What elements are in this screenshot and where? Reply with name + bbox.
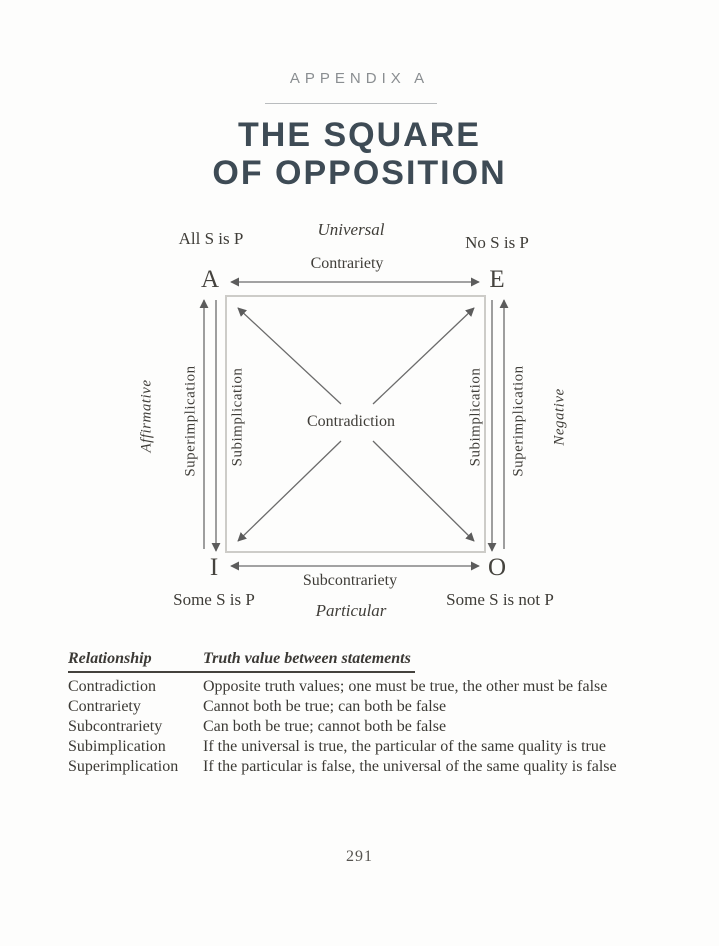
- relationship-cell: Subimplication: [68, 738, 166, 755]
- contradiction-diagonal-to-o: [373, 441, 474, 541]
- subimplication-right-label: Subimplication: [467, 367, 484, 467]
- truth-value-cell: Can both be true; cannot both be false: [203, 718, 447, 735]
- subcontrariety-label: Subcontrariety: [302, 572, 398, 589]
- contradiction-diagonal-to-e: [373, 308, 474, 404]
- truth-value-cell: If the universal is true, the particular of the same quality is true: [203, 738, 606, 755]
- contradiction-label: Contradiction: [307, 413, 395, 430]
- statement-e: No S is P: [465, 233, 529, 252]
- page-number: 291: [346, 848, 373, 865]
- relationship-cell: Contrariety: [68, 698, 141, 715]
- contradiction-diagonal-to-i: [238, 441, 341, 541]
- page-title-line2: OF OPPOSITION: [212, 154, 507, 192]
- appendix-label: APPENDIX A: [289, 70, 430, 87]
- universal-label: Universal: [317, 220, 385, 239]
- truth-value-cell: Cannot both be true; can both be false: [203, 698, 447, 715]
- relationship-cell: Contradiction: [68, 678, 156, 695]
- statement-i: Some S is P: [173, 590, 255, 609]
- table-header-relationship: Relationship: [68, 650, 152, 667]
- corner-o: O: [487, 554, 507, 581]
- particular-label: Particular: [315, 601, 387, 620]
- contrariety-label: Contrariety: [310, 255, 384, 272]
- corner-i: I: [209, 554, 219, 581]
- subimplication-left-label: Subimplication: [229, 367, 246, 467]
- table-header-row: [68, 650, 415, 673]
- table-body: [68, 677, 688, 777]
- truth-value-cell: If the particular is false, the universal of the same quality is false: [203, 758, 617, 775]
- table-header-truth-value: Truth value between statements: [203, 650, 411, 667]
- statement-a: All S is P: [178, 229, 244, 248]
- page-title-line1: THE SQUARE: [238, 116, 481, 154]
- superimplication-left-label: Superimplication: [182, 365, 199, 477]
- corner-e: E: [489, 266, 505, 293]
- table-row: [68, 677, 688, 697]
- relationship-cell: Subcontrariety: [68, 718, 163, 735]
- contradiction-diagonal-to-a: [238, 308, 341, 404]
- corner-a: A: [200, 266, 220, 293]
- superimplication-right-label: Superimplication: [510, 365, 527, 477]
- relationship-table: [68, 650, 688, 777]
- table-row: [68, 757, 688, 777]
- relationship-cell: Superimplication: [68, 758, 179, 775]
- table-row: [68, 737, 688, 757]
- table-row: [68, 717, 688, 737]
- negative-label: Negative: [551, 388, 568, 446]
- table-row: [68, 697, 688, 717]
- affirmative-label: Affirmative: [138, 379, 155, 453]
- statement-o: Some S is not P: [446, 590, 554, 609]
- truth-value-cell: Opposite truth values; one must be true, the other must be false: [203, 678, 608, 695]
